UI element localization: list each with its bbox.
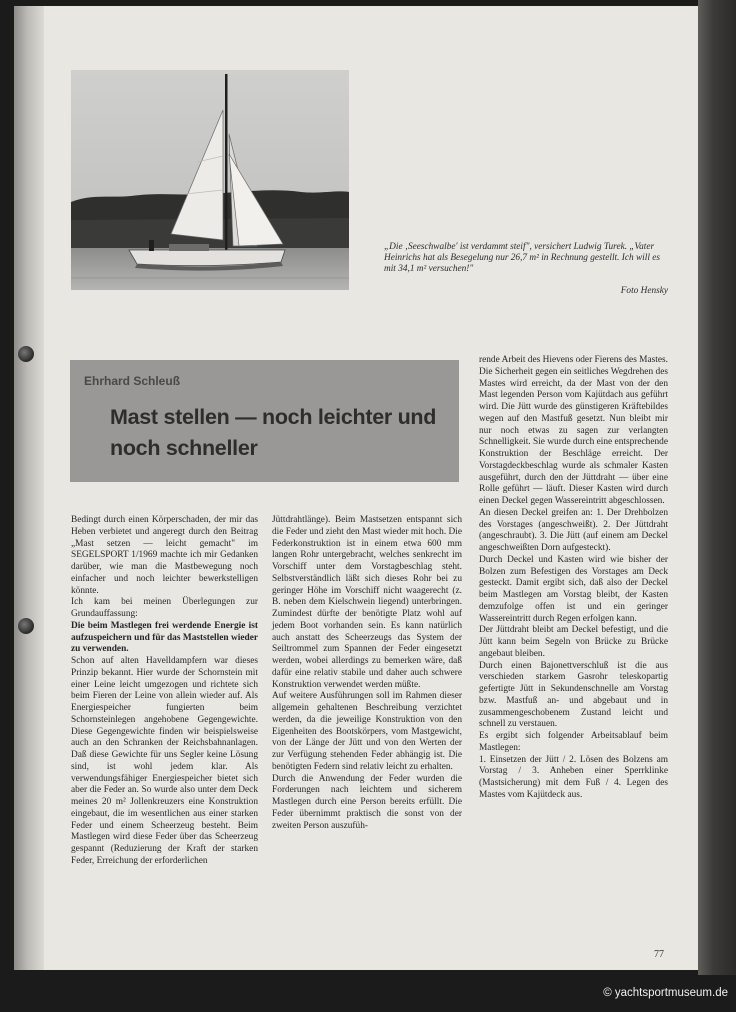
article-column-2 xyxy=(272,515,462,832)
page-stack-edge xyxy=(698,0,736,975)
sailboat-photo-image xyxy=(71,70,349,290)
binding-ring-icon xyxy=(18,618,34,634)
paragraph: Durch einen Bajonettverschluß ist die aus verschieden starkem Gasrohr teleskopartig gefertigte Jütt in Sekundenschnelle am Vorstag bzw. Mastfuß an- und abgebaut und in zusammengeschobenem Zustand leicht und schnell zu verstauen. xyxy=(479,660,668,730)
paragraph: Schon auf alten Havelldampfern war dieses Prinzip bekannt. Hier wurde der Schornstein mit einer Leine leicht umgezogen und richtete sich beim Fieren der Leine von allein wieder auf. Als Energiespeicher fungierten beim Schornsteinlegen angehobene Gegengewichte. Diese Gegengewichte finden wir beispielsweise auch an den Schranken der Reichsbahnanlagen. Daß diese Gewichte für uns Segler keine Lösung sind, ist wohl jedem klar. Als verwendungsfähiger Energiespeicher bietet sich aber die Feder an. So wurde also unter dem Deck meines 20 m² Jollenkreuzers eine Konstruktion eingebaut, die im wesentlichen aus einer starken Feder und einem Scheerzeug besteht. Beim Mastlegen wird diese Feder über das Scheerzeug gespannt (Reduzierung der Kraft der starken Feder, Erreichung der erforderlichen xyxy=(71,656,258,866)
watermark: © yachtsportmuseum.de xyxy=(603,987,728,999)
article-column-3 xyxy=(479,355,668,802)
magazine-page xyxy=(14,6,704,970)
bold-thesis-paragraph: Die beim Mastlegen frei werdende Energie ist aufzuspeichern und für das Maststellen wieder zu verwenden. xyxy=(71,620,258,655)
paragraph: Ich kam bei meinen Überlegungen zur Grundauffassung: xyxy=(71,597,258,619)
article-column-1 xyxy=(71,515,258,868)
paragraph: An diesen Deckel greifen an: 1. Der Drehbolzen des Vorstages (angeschweißt). 2. Der Jüttdraht (angeschraubt). 3. Die Jütt (auf einem am Deckel angeschweißten Dorn aufgesteckt). xyxy=(479,507,668,553)
article-author: Ehrhard Schleuß xyxy=(84,374,181,388)
page-spine-shadow xyxy=(14,6,44,970)
photo-caption: „Die ‚Seeschwalbe' ist verdammt steif", versichert Ludwig Turek. „Vater Heinrichs hat als Besegelung nur 26,7 m² in Rechnung gestellt. Ich will es mit 34,1 m² versuchen!" xyxy=(384,242,660,275)
paragraph: Durch die Anwendung der Feder wurden die Forderungen nach leichtem und sicherem Mastlegen durch eine Person bereits erfüllt. Die Feder übernimmt praktisch die sonst von der zweiten Person auszufüh- xyxy=(272,773,462,831)
paragraph: Jüttdrahtlänge). Beim Mastsetzen entspannt sich die Feder und zieht den Mast wieder mit hoch. Die Federkonstruktion ist in einem etwa 600 mm langen Rohr untergebracht, welches senkrecht im Vorschiff unter dem Vorstagbeschlag steht. Selbstverständlich läßt sich dieses Rohr bei zu geringer Höhe im Vorschiff nicht waagerecht (z. B. neben dem Kielschwein liegend) unterbringen. Zumindest dürfte der benötigte Platz wohl auf jedem Boot vorhanden sein. Es kann natürlich auch anstatt des Scheerzeugs das System der Seiltrommel zum Spannen der Feder eingesetzt werden, wobei allerdings zu bemerken wäre, daß dafür eine relativ stabile und daher auch schwere Konstruktion verwendet werden müßte. xyxy=(272,515,462,690)
photo-credit: Foto Hensky xyxy=(620,286,668,296)
paragraph: 1. Einsetzen der Jütt / 2. Lösen des Bolzens am Vorstag / 3. Anheben einer Sperrklinke (Mastsicherung) mit dem Fuß / 4. Legen des Mastes vom Kajütdeck aus. xyxy=(479,754,668,800)
paragraph: rende Arbeit des Hievens oder Fierens des Mastes. Die Sicherheit gegen ein seitliches Wegdrehen des Mastes wird erreicht, da der Mast von der den Mast legenden Person vom Kajütdach aus geführt wird. Die Jütt wurde des günstigeren Kräftebildes wegen auf den Mastfuß gesetzt. Nun bleibt mir nur noch etwas zu sagen zur verlangten Schnelligkeit. Sie wurde durch eine entsprechende Konstruktion der Beschläge erreicht. Der Vorstagdeckbeschlag wurde als schmaler Kasten ausgeführt, durch den der Jüttdraht — über eine Rolle geführt — läuft. Dieser Kasten wird durch einen Deckel gegen Wassereintritt abgeschlossen. xyxy=(479,355,668,506)
paragraph: Auf weitere Ausführungen soll im Rahmen dieser allgemein gehaltenen Beschreibung verzichtet werden, da die jeweilige Konstruktion von den Eigenheiten des Bootskörpers, vom Mastgewicht, von der Länge der Jütt und von den Werten der zur Verfügung stehenden Feder abhängig ist. Die benötigten Federn sind relativ leicht zu erhalten. xyxy=(272,691,462,772)
paragraph: Der Jüttdraht bleibt am Deckel befestigt, und die Jütt kann beim Segeln von Brücke zu Brücke angebaut bleiben. xyxy=(479,625,668,659)
paragraph: Bedingt durch einen Körperschaden, der mir das Heben verbietet und angeregt durch den Beitrag „Mast setzen — leicht gemacht" im SEGELSPORT 1/1969 machte ich mir Gedanken darüber, wie man die Mastbewegung noch einfacher und noch leichter bewerkstelligen könnte. xyxy=(71,515,258,596)
article-header-box xyxy=(70,360,459,482)
sailboat-photo xyxy=(71,70,349,290)
page-number: 77 xyxy=(654,949,664,960)
paragraph: Es ergibt sich folgender Arbeitsablauf beim Mastlegen: xyxy=(479,731,668,753)
paragraph: Durch Deckel und Kasten wird wie bisher der Bolzen zum Befestigen des Vorstages am Deck gesteckt. Damit ergibt sich, daß also der Deckel beim Mastlegen am Vorstag bleibt, der Kasten demzufolge offen ist und ein geringer Wassereintritt durch Regen erfolgen kann. xyxy=(479,554,668,624)
article-title: Mast stellen — noch leichter und noch schneller xyxy=(110,405,437,460)
binding-ring-icon xyxy=(18,346,34,362)
